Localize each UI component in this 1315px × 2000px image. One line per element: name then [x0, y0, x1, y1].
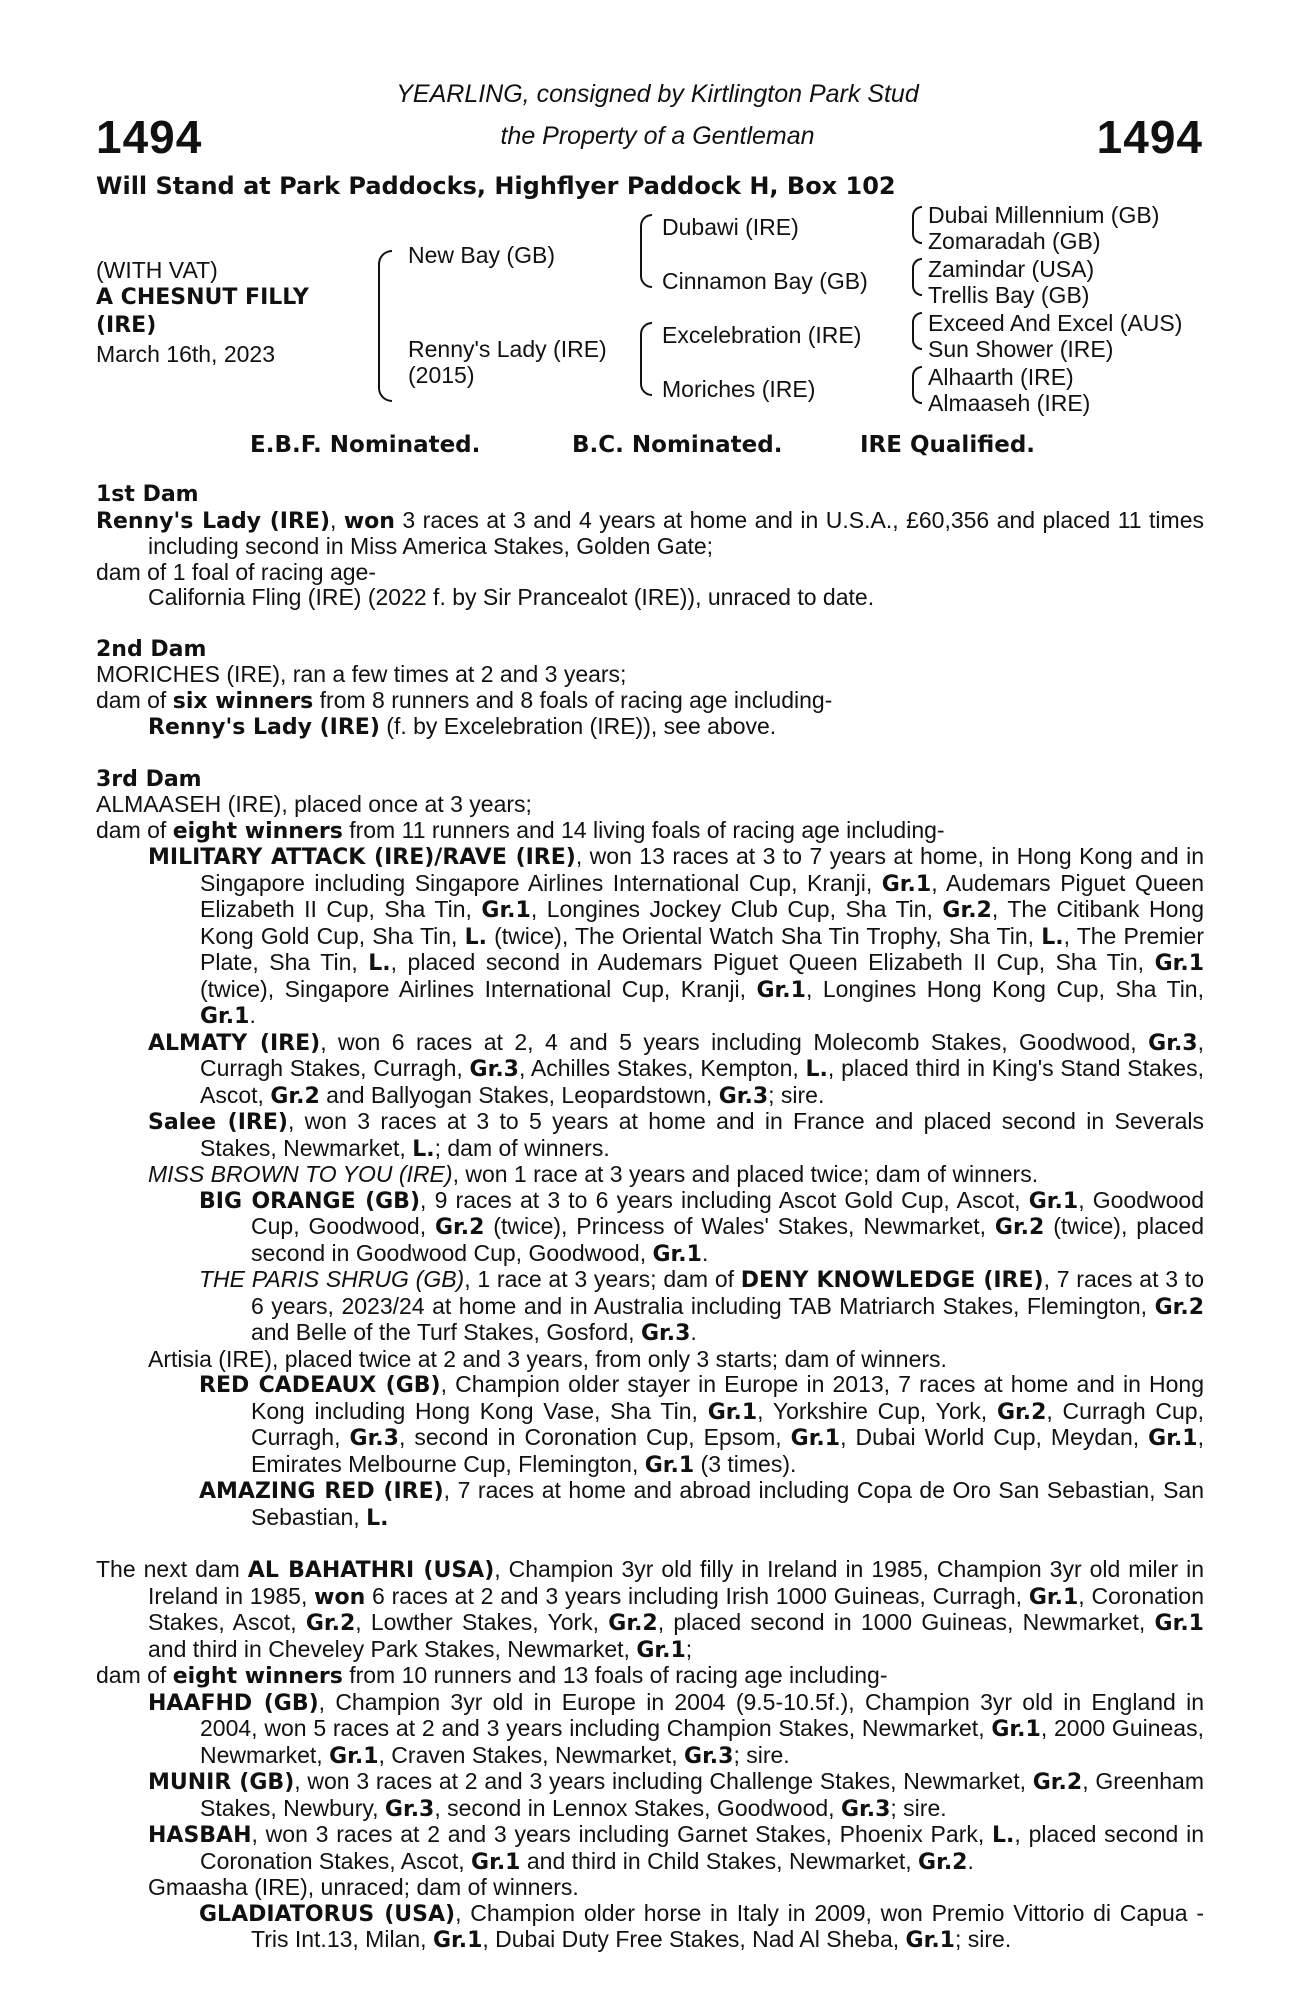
text-run: , won 1 race at 3 years and placed twice; dam of winners.	[452, 1161, 1039, 1187]
bold-run: Salee (IRE)	[148, 1110, 288, 1135]
bold-run: DENY KNOWLEDGE (IRE)	[740, 1268, 1044, 1293]
text-run: , won 3 races at 3 to 5 years at home and in France and placed second in Severals Stakes, Newmarket,	[200, 1108, 1205, 1161]
bold-run: Gr.2	[305, 1611, 356, 1636]
text-run: , second in Lennox Stakes, Goodwood,	[434, 1794, 841, 1821]
pedigree-sdd: Trellis Bay (GB)	[928, 282, 1090, 308]
bold-run: Gr.1	[756, 977, 806, 1003]
text-run: , Achilles Stakes, Kempton,	[518, 1055, 806, 1081]
bold-run: ALMATY (IRE)	[148, 1030, 321, 1056]
nomination-ebf: E.B.F. Nominated.	[250, 432, 481, 458]
bold-run: L.	[368, 951, 391, 976]
bold-run: Gr.3	[640, 1321, 691, 1346]
text-run: , won 13 races at 3 to 7 years at home, in Hong Kong and in Singapore including Singapore Airlines International Cup, Kranji,	[200, 843, 1204, 896]
italic-run: MISS BROWN TO YOU (IRE)	[148, 1161, 453, 1187]
third-dam-grandproduce-item	[96, 1372, 1204, 1478]
horse-name: A CHESNUT FILLY	[96, 285, 309, 310]
third-dam-produce-item	[96, 1347, 1204, 1373]
text-run: , Curragh Stakes, Curragh,	[200, 1028, 1204, 1081]
bold-run: Gr.2	[1154, 1294, 1204, 1320]
text-run: , second in Coronation Cup, Epsom,	[398, 1424, 791, 1450]
text-run: ALMAASEH (IRE), placed once at 3 years;	[96, 791, 532, 817]
text-run: , Champion older horse in Italy in 2009, won Premio Vittorio di Capua - Tris Int.13, Milan,	[251, 1899, 1204, 1952]
text-run: dam of	[96, 686, 173, 713]
second-dam-para	[96, 662, 1204, 688]
next-dam-produce-item	[96, 1769, 1204, 1822]
text-run: , The Citibank Hong Kong Gold Cup, Sha Tin,	[200, 896, 1204, 949]
text-run: , Emirates Melbourne Cup, Flemington,	[251, 1424, 1204, 1477]
third-dam-produce-intro	[96, 818, 1204, 845]
bold-run: Gr.1	[329, 1743, 379, 1769]
text-run: (f. by Excelebration (IRE)), see above.	[379, 713, 777, 739]
bold-run: Gr.1	[707, 1399, 758, 1425]
text-run: , placed second in Audemars Piguet Queen Elizabeth II Cup, Sha Tin,	[390, 949, 1155, 975]
pedigree-sire-sire: Dubawi (IRE)	[662, 214, 799, 240]
bold-run: Renny's Lady (IRE)	[148, 715, 380, 740]
bold-run: Gr.3	[684, 1743, 734, 1769]
bold-run: Gr.1	[1154, 951, 1205, 976]
consignment-line: YEARLING, consigned by Kirtlington Park Stud	[396, 80, 919, 108]
bold-run: L.	[1041, 924, 1064, 950]
third-dam-para	[96, 792, 1204, 818]
text-run: ;	[685, 1635, 693, 1662]
text-run: (3 times).	[694, 1450, 797, 1477]
bold-run: Renny's Lady (IRE)	[96, 508, 331, 534]
property-line: the Property of a Gentleman	[500, 122, 815, 150]
third-dam-grandproduce-item	[96, 1478, 1204, 1531]
text-run: .	[249, 1002, 256, 1028]
pedigree-dam-year: (2015)	[408, 362, 475, 388]
text-run: and third in Child Stakes, Newmarket,	[520, 1847, 919, 1874]
bold-run: Gr.3	[349, 1426, 399, 1451]
text-run: (twice), The Oriental Watch Sha Tin Trophy, Sha Tin,	[486, 922, 1042, 949]
text-run: , won 6 races at 2, 4 and 5 years including Molecomb Stakes, Goodwood,	[320, 1028, 1149, 1055]
bold-run: MUNIR (GB)	[148, 1770, 295, 1795]
first-dam-heading: 1st Dam	[96, 482, 199, 507]
text-run: , Craven Stakes, Newmarket,	[378, 1741, 685, 1768]
bold-run: Gr.1	[1154, 1611, 1204, 1636]
text-run: , Dubai World Cup, Meydan,	[840, 1424, 1149, 1450]
bold-run: HAAFHD (GB)	[148, 1690, 319, 1716]
text-run: ; sire.	[954, 1926, 1012, 1952]
bracket-gen1	[378, 250, 392, 402]
text-run: ,	[330, 506, 344, 533]
horse-identity	[96, 256, 309, 368]
text-run: and Belle of the Turf Stakes, Gosford,	[251, 1319, 641, 1345]
text-run: , Curragh Cup, Curragh,	[251, 1397, 1204, 1450]
text-run: ; dam of winners.	[434, 1134, 610, 1161]
next-dam-produce-intro	[96, 1663, 1204, 1690]
nomination-bc: B.C. Nominated.	[572, 432, 783, 458]
third-dam-heading: 3rd Dam	[96, 766, 202, 792]
text-run: .	[701, 1239, 709, 1266]
third-dam-grandproduce-item	[96, 1267, 1204, 1347]
bold-run: AL BAHATHRI (USA)	[247, 1558, 495, 1583]
text-run: (twice), Singapore Airlines International Cup, Kranji,	[200, 975, 757, 1002]
text-run: , won 3 races at 2 and 3 years including Challenge Stakes, Newmarket,	[294, 1768, 1033, 1794]
text-run: California Fling (IRE) (2022 f. by Sir Prancealot (IRE)), unraced to date.	[148, 584, 875, 610]
text-run: Gmaasha (IRE), unraced; dam of winners.	[148, 1874, 579, 1900]
bold-run: BIG ORANGE (GB)	[199, 1188, 421, 1214]
text-run: dam of 1 foal of racing age-	[96, 558, 376, 585]
text-run: , Longines Jockey Club Cup, Sha Tin,	[530, 896, 943, 922]
text-run: Artisia (IRE), placed twice at 2 and 3 years, from only 3 starts; dam of winners.	[148, 1345, 947, 1372]
bracket-gen3-3	[912, 312, 922, 350]
text-run: dam of	[96, 1662, 173, 1688]
catalogue-body	[96, 482, 1204, 1954]
third-dam-produce-item	[96, 1109, 1204, 1162]
bold-run: GLADIATORUS (USA)	[199, 1901, 456, 1927]
bold-run: six winners	[172, 688, 314, 714]
text-run: , Lowther Stakes, York,	[355, 1609, 609, 1635]
bold-run: Gr.1	[432, 1928, 483, 1953]
text-run: , placed second in Coronation Stakes, Ascot,	[200, 1821, 1204, 1874]
bold-run: L.	[992, 1823, 1015, 1848]
location-line: Will Stand at Park Paddocks, Highflyer Paddock H, Box 102	[96, 172, 896, 200]
bold-run: Gr.1	[1028, 1188, 1079, 1214]
text-run: , Longines Hong Kong Cup, Sha Tin,	[805, 975, 1204, 1002]
next-dam-produce-item	[96, 1875, 1204, 1901]
second-dam-heading: 2nd Dam	[96, 636, 207, 662]
bold-run: L.	[366, 1505, 389, 1531]
bold-run: Gr.1	[905, 1928, 955, 1953]
bold-run: L.	[412, 1136, 435, 1162]
third-dam-grandproduce-item	[96, 1188, 1204, 1268]
bold-run: Gr.2	[434, 1215, 485, 1240]
bold-run: Gr.1	[1028, 1584, 1079, 1610]
next-dam-grandproduce-item	[96, 1901, 1204, 1954]
text-run: (twice), Princess of Wales' Stakes, Newmarket,	[484, 1213, 995, 1239]
bracket-gen3-1	[912, 206, 922, 244]
pedigree-dsd: Sun Shower (IRE)	[928, 336, 1114, 362]
bold-run: Gr.1	[881, 871, 932, 897]
bold-run: Gr.1	[790, 1426, 841, 1451]
bold-run: Gr.3	[1148, 1030, 1198, 1056]
text-run: , Coronation Stakes, Ascot,	[148, 1582, 1204, 1635]
second-dam-produce-item	[96, 714, 1204, 741]
nomination-ire: IRE Qualified.	[860, 432, 1036, 458]
foaling-date: March 16th, 2023	[96, 341, 276, 367]
pedigree-sire: New Bay (GB)	[408, 242, 555, 268]
italic-run: THE PARIS SHRUG (GB)	[199, 1266, 465, 1292]
bold-run: Gr.2	[608, 1611, 658, 1636]
horse-name-country: (IRE)	[96, 313, 157, 338]
text-run: ; sire.	[890, 1794, 947, 1821]
text-run: , 7 races at 3 to 6 years, 2023/24 at home and in Australia including TAB Matriarch Stakes, Flemington,	[251, 1266, 1204, 1319]
text-run: , 7 races at home and abroad including Copa de Oro San Sebastian, San Sebastian,	[251, 1477, 1205, 1530]
bold-run: won	[343, 508, 395, 534]
text-run: , The Premier Plate, Sha Tin,	[200, 922, 1204, 975]
lot-number-left: 1494	[96, 111, 203, 163]
text-run: MORICHES (IRE), ran a few times at 2 and 3 years;	[96, 661, 627, 687]
bold-run: Gr.2	[996, 1399, 1047, 1425]
bold-run: Gr.3	[384, 1796, 435, 1822]
bold-run: HASBAH	[148, 1823, 252, 1848]
first-dam-para	[96, 508, 1204, 560]
lot-number-right: 1494	[1096, 111, 1203, 163]
next-dam-produce-item	[96, 1690, 1204, 1770]
text-run: and third in Cheveley Park Stakes, Newmarket,	[148, 1635, 637, 1662]
bold-run: eight winners	[172, 1664, 343, 1689]
text-run: , Champion older stayer in Europe in 2013, 7 races at home and in Hong Kong including Hong Kong Vase, Sha Tin,	[251, 1371, 1204, 1424]
third-dam-produce-item	[96, 1030, 1204, 1110]
pedigree-dam-sire: Excelebration (IRE)	[662, 322, 862, 348]
text-run: ; sire.	[768, 1081, 825, 1108]
bold-run: Gr.2	[942, 898, 992, 923]
bold-run: Gr.1	[471, 1849, 521, 1875]
bold-run: Gr.2	[1032, 1770, 1083, 1795]
bold-run: Gr.2	[994, 1215, 1045, 1240]
bracket-gen3-4	[912, 366, 922, 404]
second-dam-produce-intro	[96, 688, 1204, 715]
next-dam-para	[96, 1557, 1204, 1663]
bold-run: L.	[464, 924, 487, 950]
text-run: The next dam	[96, 1556, 248, 1582]
pedigree-dam: Renny's Lady (IRE)	[408, 336, 607, 362]
first-dam-produce-item	[96, 585, 1204, 611]
pedigree-ddd: Almaaseh (IRE)	[928, 390, 1091, 416]
bold-run: Gr.1	[481, 898, 531, 923]
pedigree-sds: Zamindar (USA)	[928, 256, 1095, 282]
text-run: .	[967, 1847, 974, 1874]
bracket-gen2-dam	[640, 322, 652, 396]
bold-run: L.	[805, 1057, 828, 1082]
bold-run: Gr.3	[840, 1796, 891, 1822]
bold-run: Gr.1	[991, 1717, 1041, 1742]
text-run: from 11 runners and 14 living foals of racing age including-	[342, 816, 945, 843]
bracket-gen2-sire	[640, 214, 652, 288]
vat-label: (WITH VAT)	[96, 257, 218, 283]
text-run: (twice), placed second in Goodwood Cup, Goodwood,	[251, 1213, 1204, 1266]
bold-run: Gr.1	[652, 1241, 702, 1267]
pedigree-ssd: Zomaradah (GB)	[928, 228, 1101, 254]
bold-run: Gr.3	[718, 1083, 769, 1109]
pedigree-sire-dam: Cinnamon Bay (GB)	[662, 268, 868, 294]
text-run: ; sire.	[733, 1741, 790, 1768]
text-run: from 10 runners and 13 foals of racing age including-	[342, 1662, 888, 1688]
bold-run: Gr.2	[918, 1849, 968, 1875]
text-run: , Dubai Duty Free Stakes, Nad Al Sheba,	[482, 1926, 906, 1952]
text-run: , placed third in King's Stand Stakes, Ascot,	[200, 1055, 1204, 1108]
text-run: and Ballyogan Stakes, Leopardstown,	[319, 1081, 719, 1108]
text-run: , Audemars Piguet Queen Elizabeth II Cup, Sha Tin,	[200, 869, 1205, 922]
text-run: , 9 races at 3 to 6 years including Ascot Gold Cup, Ascot,	[420, 1186, 1029, 1213]
third-dam-produce-item	[96, 844, 1204, 1030]
bold-run: Gr.1	[644, 1452, 695, 1478]
pedigree-dam-dam: Moriches (IRE)	[662, 376, 816, 402]
bold-run: AMAZING RED (IRE)	[199, 1479, 444, 1504]
text-run: .	[690, 1319, 697, 1345]
text-run: , 2000 Guineas, Newmarket,	[200, 1715, 1204, 1768]
text-run: 3 races at 3 and 4 years at home and in U.S.A., £60,356 and placed 11 times including second in Miss America Stakes, Golden Gate;	[148, 506, 1204, 559]
bold-run: RED CADEAUX (GB)	[199, 1373, 441, 1398]
bold-run: eight winners	[172, 818, 343, 844]
pedigree-dss: Exceed And Excel (AUS)	[928, 310, 1183, 336]
pedigree-sss: Dubai Millennium (GB)	[928, 202, 1160, 228]
text-run: , Greenham Stakes, Newbury,	[200, 1768, 1204, 1821]
third-dam-produce-item	[96, 1162, 1204, 1188]
first-dam-produce-intro	[96, 560, 1204, 586]
text-run: , won 3 races at 2 and 3 years including Garnet Stakes, Phoenix Park,	[251, 1821, 993, 1847]
bold-run: Gr.1	[636, 1637, 686, 1663]
bold-run: Gr.3	[469, 1057, 519, 1082]
bold-run: Gr.2	[270, 1083, 320, 1109]
text-run: 6 races at 2 and 3 years including Irish 1000 Guineas, Curragh,	[365, 1582, 1029, 1609]
pedigree-dds: Alhaarth (IRE)	[928, 364, 1074, 390]
text-run: , 1 race at 3 years; dam of	[464, 1266, 741, 1292]
bracket-gen3-2	[912, 258, 922, 296]
text-run: , Champion 3yr old in Europe in 2004 (9.5-10.5f.), Champion 3yr old in England in 2004, won 5 races at 2 and 3 years including Champion Stakes, Newmarket,	[200, 1688, 1205, 1741]
text-run: , placed second in 1000 Guineas, Newmarket,	[657, 1609, 1155, 1635]
bold-run: Gr.1	[1148, 1426, 1198, 1451]
text-run: dam of	[96, 816, 173, 843]
bold-run: MILITARY ATTACK (IRE)/RAVE (IRE)	[148, 845, 576, 870]
text-run: , Champion 3yr old filly in Ireland in 1985, Champion 3yr old miler in Ireland in 1985,	[148, 1556, 1204, 1609]
bold-run: won	[314, 1584, 366, 1610]
text-run: , Yorkshire Cup, York,	[757, 1397, 997, 1424]
text-run: from 8 runners and 8 foals of racing age including-	[313, 686, 833, 713]
text-run: , Goodwood Cup, Goodwood,	[251, 1186, 1205, 1239]
next-dam-produce-item	[96, 1822, 1204, 1875]
bold-run: Gr.1	[200, 1004, 250, 1029]
